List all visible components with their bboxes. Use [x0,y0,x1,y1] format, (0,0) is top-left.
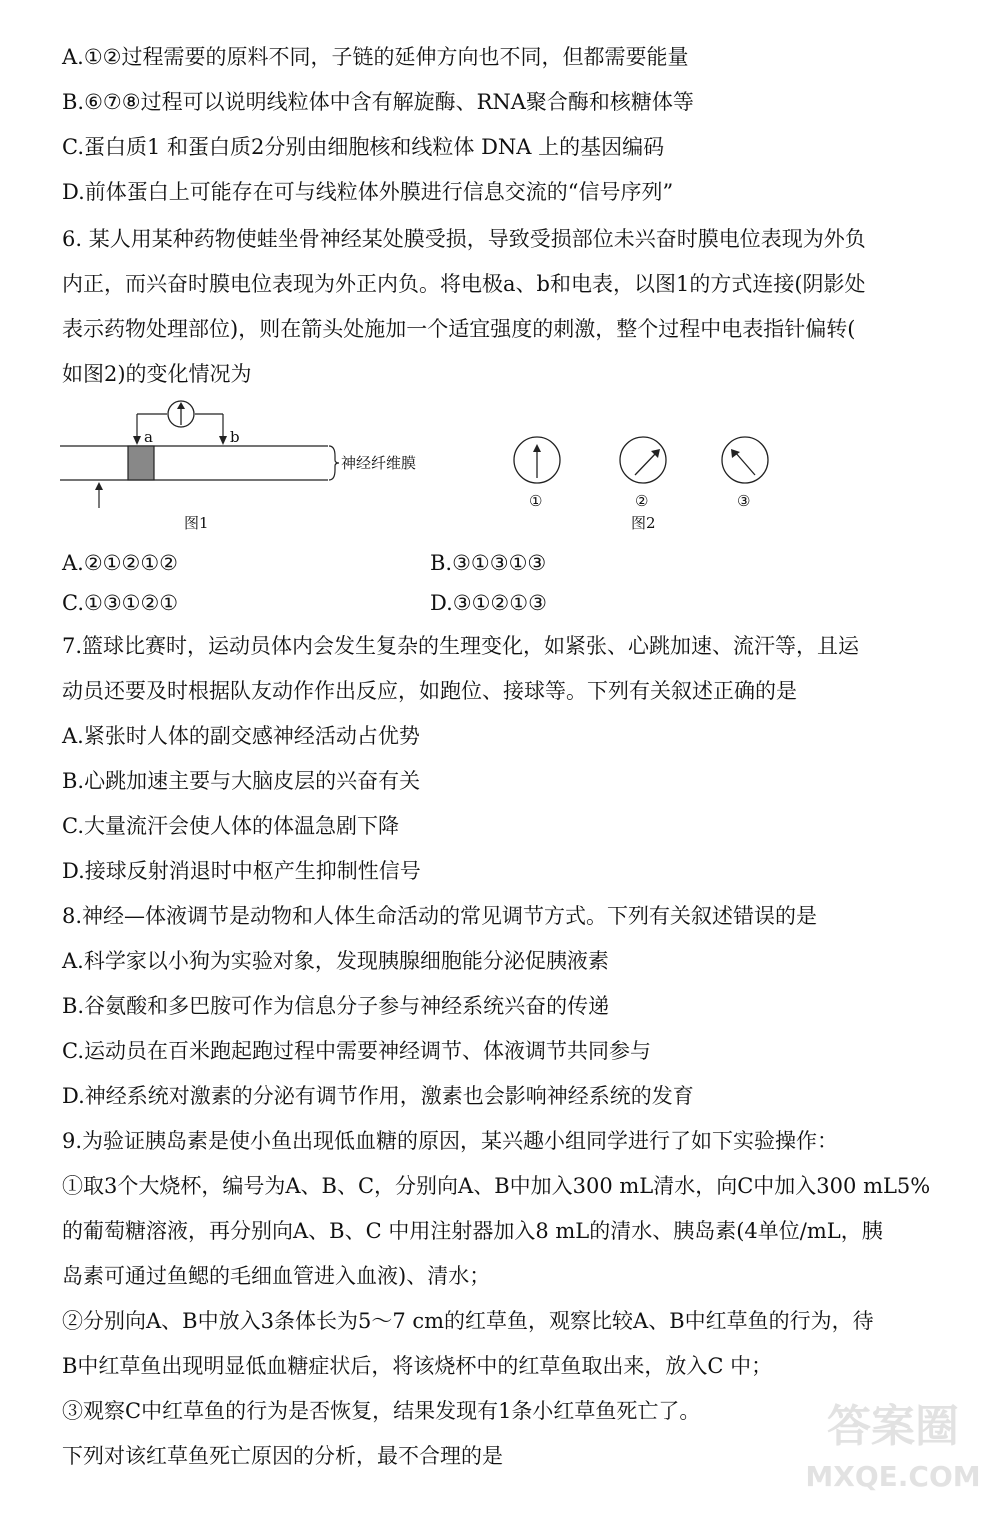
dial-1-label: ① [529,492,543,510]
q9-line-8: 下列对该红草鱼死亡原因的分析，最不合理的是 [62,1444,503,1468]
figure-1 [55,398,435,538]
electrode-b-label: b [230,428,240,446]
q9-line-5: ②分别向A、B中放入3条体长为5～7 cm的红草鱼，观察比较A、B中红草鱼的行为，待 [62,1309,874,1333]
q6-stem-line-4: 如图2)的变化情况为 [62,362,252,386]
q5-option-c: C.蛋白质1 和蛋白质2分别由细胞核和线粒体 DNA 上的基因编码 [62,135,665,159]
q6-stem-line-2: 内正，而兴奋时膜电位表现为外正内负。将电极a、b和电表，以图1的方式连接(阴影处 [62,272,866,296]
drug-treated-region [128,446,154,480]
q7-option-b: B.心跳加速主要与大脑皮层的兴奋有关 [62,769,421,793]
figure-2-caption: 图2 [631,514,656,532]
membrane-label: 神经纤维膜 [341,454,417,472]
q6-option-d: D.③①②①③ [430,591,547,615]
dial-2-label: ② [635,492,649,510]
q6-stem-line-3: 表示药物处理部位)，则在箭头处施加一个适宜强度的刺激，整个过程中电表指针偏转( [62,317,856,341]
dial-3-label: ③ [737,492,751,510]
dial-2 [620,437,666,483]
figure-1-caption: 图1 [184,514,209,532]
figure-2 [505,430,785,540]
watermark-text-1: 答案圈 [827,1401,959,1452]
q9-line-3: 的葡萄糖溶液，再分别向A、B、C 中用注射器加入8 mL的清水、胰岛素(4单位/mL，胰 [62,1219,883,1243]
electrode-a-label: a [144,428,153,446]
q8-option-d: D.神经系统对激素的分泌有调节作用，激素也会影响神经系统的发育 [62,1084,694,1108]
q9-line-2: ①取3个大烧杯，编号为A、B、C，分别向A、B中加入300 mL清水，向C中加入300 mL5% [62,1174,931,1198]
q9-line-6: B中红草鱼出现明显低血糖症状后，将该烧杯中的红草鱼取出来，放入C 中； [62,1354,773,1378]
q7-option-a: A.紧张时人体的副交感神经活动占优势 [62,724,420,748]
dial-1 [514,437,560,483]
q9-line-4: 岛素可通过鱼鳃的毛细血管进入血液)、清水； [62,1264,491,1288]
q8-stem: 8.神经—体液调节是动物和人体生命活动的常见调节方式。下列有关叙述错误的是 [62,904,818,928]
q7-stem-line-1: 7.篮球比赛时，运动员体内会发生复杂的生理变化，如紧张、心跳加速、流汗等，且运 [62,634,860,658]
watermark-text-2: MXQE.COM [805,1460,981,1493]
membrane-brace [329,446,339,480]
q5-option-a: A.①②过程需要的原料不同，子链的延伸方向也不同，但都需要能量 [62,45,689,69]
q9-line-1: 9.为验证胰岛素是使小鱼出现低血糖的原因，某兴趣小组同学进行了如下实验操作： [62,1129,839,1153]
q8-option-a: A.科学家以小狗为实验对象，发现胰腺细胞能分泌促胰液素 [62,949,609,973]
q8-option-b: B.谷氨酸和多巴胺可作为信息分子参与神经系统兴奋的传递 [62,994,610,1018]
q6-option-b: B.③①③①③ [430,551,547,575]
q5-option-b: B.⑥⑦⑧过程可以说明线粒体中含有解旋酶、RNA聚合酶和核糖体等 [62,90,694,114]
q9-line-7: ③观察C中红草鱼的行为是否恢复，结果发现有1条小红草鱼死亡了。 [62,1399,701,1423]
q7-option-d: D.接球反射消退时中枢产生抑制性信号 [62,859,421,883]
dial-3 [722,437,768,483]
q6-stem-line-1: 6. 某人用某种药物使蛙坐骨神经某处膜受损，导致受损部位未兴奋时膜电位表现为外负 [62,227,866,251]
q7-option-c: C.大量流汗会使人体的体温急剧下降 [62,814,399,838]
watermark-logo [798,1397,988,1517]
q7-stem-line-2: 动员还要及时根据队友动作作出反应，如跑位、接球等。下列有关叙述正确的是 [62,679,797,703]
q8-option-c: C.运动员在百米跑起跑过程中需要神经调节、体液调节共同参与 [62,1039,651,1063]
q6-option-c: C.①③①②① [62,591,179,615]
q5-option-d: D.前体蛋白上可能存在可与线粒体外膜进行信息交流的“信号序列” [62,180,674,204]
q6-option-a: A.②①②①② [62,551,178,575]
